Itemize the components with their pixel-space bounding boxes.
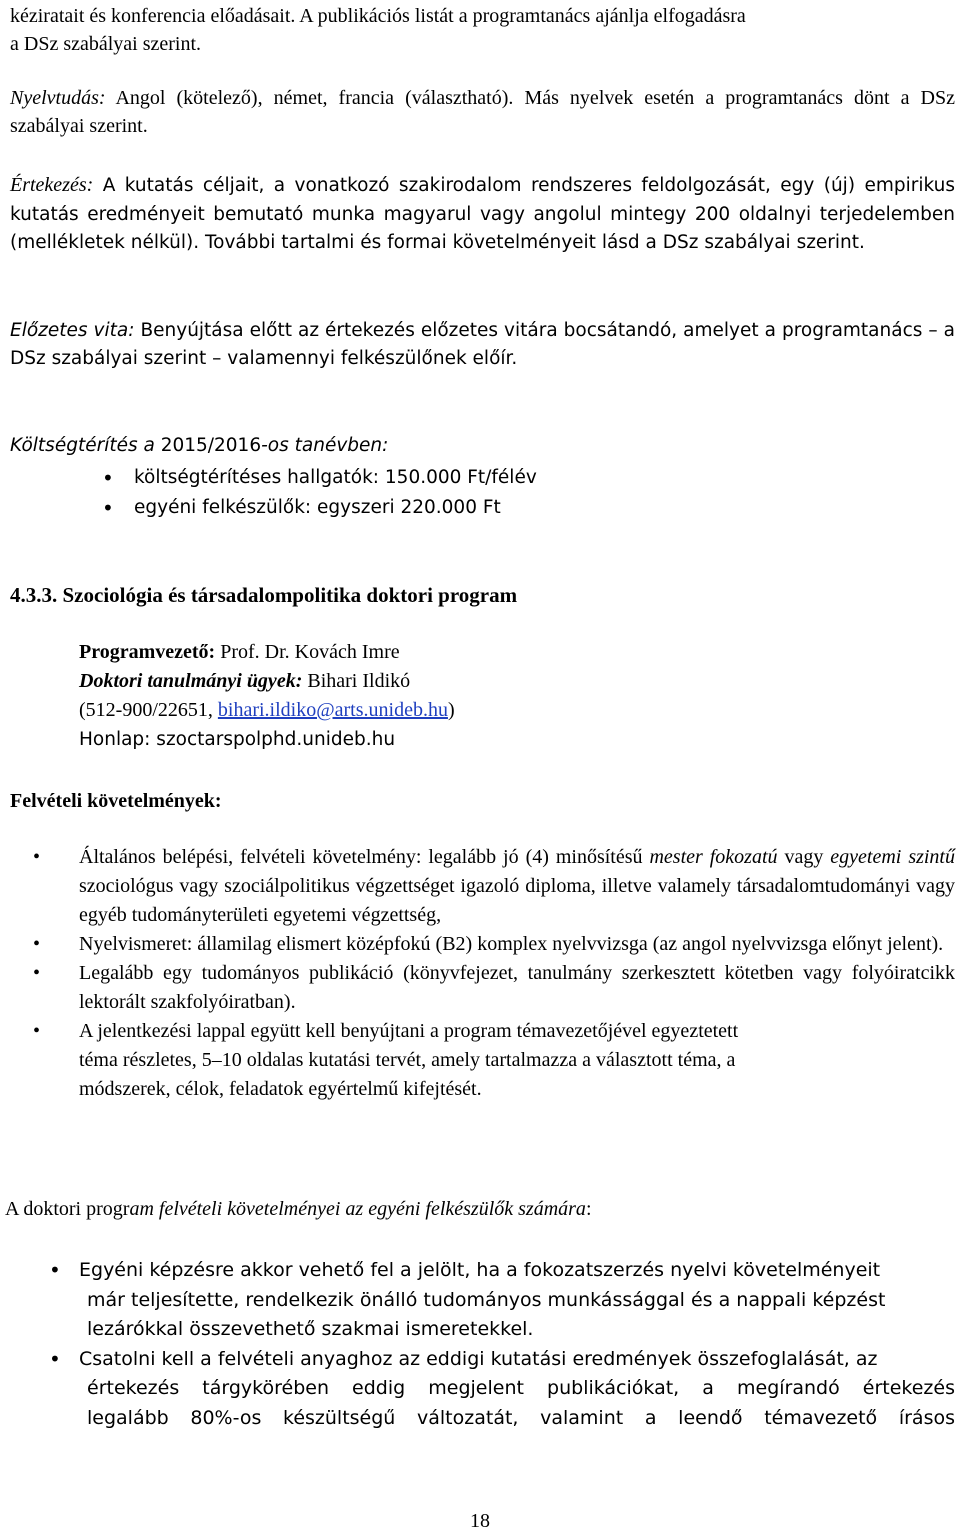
- dissertation-label: Értekezés:: [10, 174, 94, 196]
- bullet-icon: •: [49, 1346, 61, 1371]
- language-text: Angol (kötelező), német, francia (választható). Más nyelvek esetén a programtanács dönt a DSz szabályai szerint.: [10, 87, 955, 137]
- bullet-icon: •: [33, 1020, 41, 1042]
- program-affairs: Doktori tanulmányi ügyek: Bihari Ildikó: [79, 670, 411, 692]
- bullet-icon: •: [33, 962, 41, 984]
- bullet-icon: •: [102, 466, 114, 490]
- program-contact: [79, 638, 455, 754]
- list-item: • A jelentkezési lappal együtt kell benyújtani a program témavezetőjével egyeztetett téma részletes, 5–10 oldalas kutatási tervét, amely tartalmazza a választott téma, a módszerek, célok, feladatok egyértelmű kifejtését.: [79, 1017, 955, 1104]
- program-phone: (512-900/22651, bihari.ildiko@arts.unideb.hu): [79, 699, 455, 721]
- predebate-text: Benyújtása előtt az értekezés előzetes vitára bocsátandó, amelyet a programtanács – a DSz szabályai szerint – valamennyi felkészülőnek előír.: [10, 320, 955, 369]
- list-item: • Egyéni képzésre akkor vehető fel a jelölt, ha a fokozatszerzés nyelvi követelményeit már teljesítette, rendelkezik önálló tudományos munkássággal és a nappali képzést lezárókkal összevethető szakmai ismeretekkel.: [49, 1258, 886, 1340]
- language-paragraph: [10, 84, 955, 140]
- program-number: 4.3.3.: [10, 583, 58, 607]
- program-leader: Programvezető: Prof. Dr. Kovách Imre: [79, 641, 400, 663]
- program-title: Szociológia és társadalompolitika doktori program: [62, 583, 518, 607]
- admission-heading: Felvételi követelmények:: [10, 790, 222, 812]
- admission-list: [33, 843, 955, 1104]
- fees-list: [102, 463, 734, 523]
- intro-paragraph: [10, 2, 955, 58]
- fees-year: 2015/2016: [160, 435, 262, 456]
- fees-heading: Költségtérítés a 2015/2016-os tanévben:: [10, 435, 389, 456]
- list-item: • költségtérítéses hallgatók: 150.000 Ft/félév: [134, 463, 734, 493]
- bullet-icon: •: [102, 496, 114, 520]
- language-label: Nyelvtudás:: [10, 87, 106, 109]
- dissertation-paragraph: [10, 171, 955, 258]
- individual-heading: A doktori program felvételi követelményei az egyéni felkészülők számára:: [5, 1198, 592, 1220]
- list-item: • Legalább egy tudományos publikáció (könyvfejezet, tanulmány szerkesztett kötetben vagy folyóiratcikk lektorált szakfolyóiratban).: [79, 959, 955, 1017]
- bullet-icon: •: [33, 933, 41, 955]
- list-item: • egyéni felkészülők: egyszeri 220.000 Ft: [134, 493, 734, 523]
- bullet-icon: •: [49, 1258, 61, 1282]
- intro-line-1: kéziratait és konferencia előadásait. A publikációs listát a programtanács ajánlja elfogadásra: [10, 5, 746, 27]
- page-number: 18: [470, 1510, 490, 1532]
- individual-list: [49, 1256, 955, 1433]
- email-link[interactable]: bihari.ildiko@arts.unideb.hu: [217, 699, 448, 721]
- list-item: • Nyelvismeret: államilag elismert középfokú (B2) komplex nyelvvizsga (az angol nyelvvizsga előnyt jelent).: [79, 930, 955, 959]
- predebate-label: Előzetes vita:: [10, 320, 135, 341]
- dissertation-text: A kutatás céljait, a vonatkozó szakirodalom rendszeres feldolgozását, egy (új) empirikus kutatás eredményeit bemutató munka magyarul vagy angolul mintegy 200 oldalnyi terjedelemben (mellékletek nélkül). További tartalmi és formai követelményeit lásd a DSz szabályai szerint.: [10, 175, 955, 253]
- list-item: • Csatolni kell a felvételi anyaghoz az eddigi kutatási eredmények összefoglalását, az értekezés tárgykörében eddig megjelent publikációkat, a megírandó értekezés legalább 80%-os készültségű változatát, valamint a leendő témavezető írásos: [49, 1346, 955, 1429]
- list-item: • Általános belépési, felvételi követelmény: legalább jó (4) minősítésű mester fokozatú vagy egyetemi szintű szociológus vagy szociálpolitikus végzettséget igazoló diploma, illetve valamely társadalomtudományi vagy egyéb tudományterületi egyetemi végzettség,: [79, 843, 955, 930]
- predebate-paragraph: [10, 317, 955, 373]
- program-heading: [10, 581, 955, 609]
- program-homepage: Honlap: szoctarspolphd.unideb.hu: [79, 729, 396, 750]
- bullet-icon: •: [33, 846, 41, 868]
- intro-line-2: a DSz szabályai szerint.: [10, 33, 202, 55]
